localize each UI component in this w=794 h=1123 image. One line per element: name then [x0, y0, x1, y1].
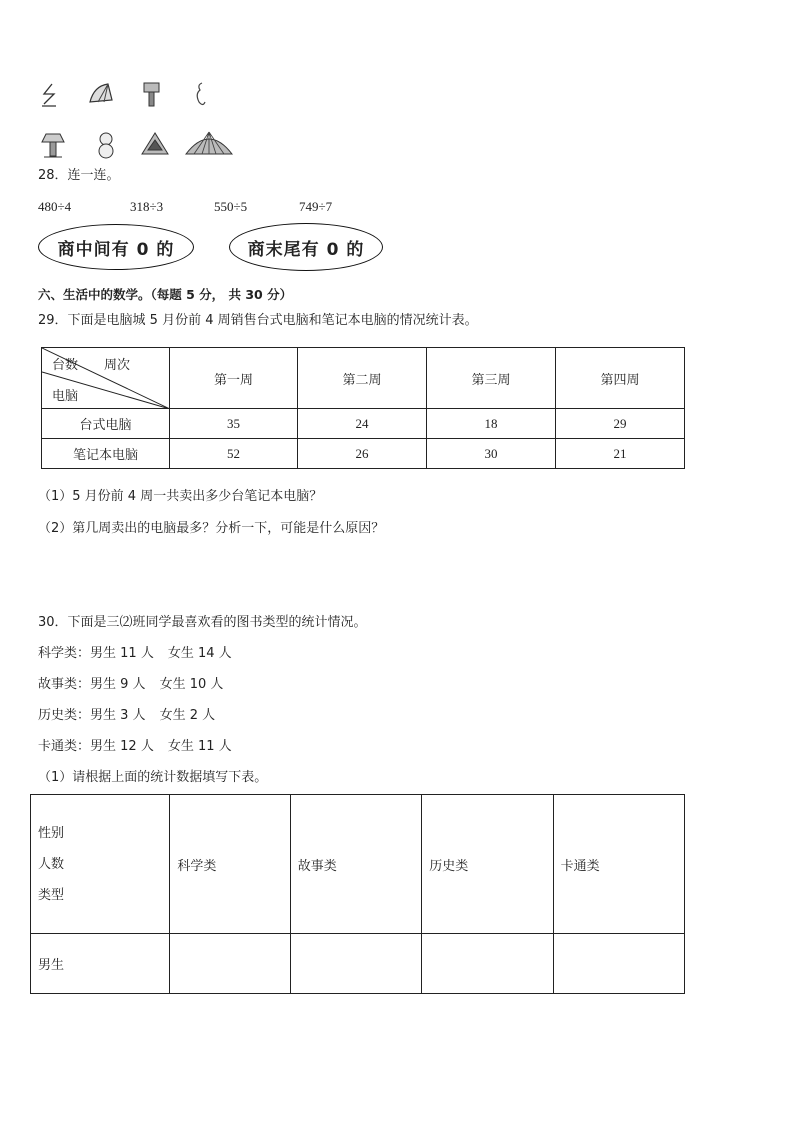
row-header: 笔记本电脑 [42, 439, 170, 469]
column-header: 科学类 [170, 795, 290, 934]
stat-line [38, 677, 223, 693]
q30-label: 30．下面是三⑵班同学最喜欢看的图书类型的统计情况。 [38, 615, 367, 630]
oval-label: 商中间有 0 的 [57, 239, 175, 260]
answer-cell[interactable] [170, 934, 290, 994]
umbrella-figure [184, 130, 234, 158]
stat-type: 故事类： [38, 677, 91, 692]
header-corner-label: 性别 [38, 825, 65, 841]
stat-boys: 男生 12 人 [90, 739, 154, 754]
stat-girls: 女生 14 人 [167, 646, 232, 661]
column-header: 故事类 [290, 795, 421, 934]
stat-girls: 女生 10 人 [159, 677, 224, 692]
umbrella-side-figure [86, 80, 116, 108]
snowman-side-figure [193, 80, 211, 110]
stat-boys: 男生 3 人 [90, 708, 146, 723]
answer-cell[interactable] [422, 934, 553, 994]
table-cell: 52 [170, 439, 298, 469]
table-row [42, 439, 685, 469]
table-cell: 30 [426, 439, 555, 469]
table-cell: 26 [298, 439, 427, 469]
q29-sub1: （1）5 月份前 4 周一共卖出多少台笔记本电脑？ [38, 489, 323, 504]
header-corner-label: 台数 [52, 358, 79, 373]
stat-girls: 女生 2 人 [159, 708, 216, 723]
table-cell: 24 [298, 409, 427, 439]
stat-line [38, 646, 232, 662]
pyramid-figure [139, 130, 171, 160]
column-header: 历史类 [422, 795, 553, 934]
stat-line [38, 739, 232, 755]
row-header: 台式电脑 [42, 409, 170, 439]
answer-cell[interactable] [290, 934, 421, 994]
book-type-table [30, 794, 685, 994]
folded-shape-figure [38, 80, 62, 110]
q29-sub2: （2）第几周卖出的电脑最多？分析一下，可能是什么原因？ [38, 521, 385, 536]
computer-sales-table [41, 347, 685, 469]
expression: 480÷4 [38, 199, 72, 214]
column-header: 第四周 [555, 348, 684, 409]
column-header: 卡通类 [553, 795, 684, 934]
q29-label: 29．下面是电脑城 5 月份前 4 周销售台式电脑和笔记本电脑的情况统计表。 [38, 313, 478, 328]
column-header: 第三周 [426, 348, 555, 409]
stat-line [38, 708, 215, 724]
table-cell: 18 [426, 409, 555, 439]
snowman-figure [94, 130, 118, 160]
table-cell: 35 [170, 409, 298, 439]
oval-end-zero[interactable] [229, 223, 383, 271]
lamp-side-figure [141, 80, 163, 110]
column-header: 第二周 [298, 348, 427, 409]
header-corner-label: 周次 [104, 358, 131, 373]
table-row [31, 934, 685, 994]
header-corner-label: 电脑 [52, 389, 79, 404]
row-header: 男生 [31, 934, 170, 994]
diagonal-header-cell [42, 348, 170, 409]
oval-middle-zero[interactable] [38, 224, 194, 270]
header-corner-cell [31, 795, 170, 934]
section-title: 六、生活中的数学。（每题 5 分， 共 30 分） [38, 287, 293, 302]
header-corner-label: 人数 [38, 856, 65, 872]
lamp-figure [38, 130, 68, 160]
expression: 749÷7 [299, 199, 333, 214]
expression: 550÷5 [214, 199, 248, 214]
column-header: 第一周 [170, 348, 298, 409]
q30-sub1: （1）请根据上面的统计数据填写下表。 [38, 770, 268, 785]
oval-label: 商末尾有 0 的 [247, 239, 365, 260]
table-cell: 21 [555, 439, 684, 469]
q28-label: 28．连一连。 [38, 168, 120, 183]
expression: 318÷3 [130, 199, 164, 214]
answer-cell[interactable] [553, 934, 684, 994]
table-row [42, 409, 685, 439]
stat-type: 科学类： [38, 646, 91, 661]
stat-type: 历史类： [38, 708, 91, 723]
header-corner-label: 类型 [38, 887, 65, 903]
stat-boys: 男生 11 人 [90, 646, 154, 661]
stat-type: 卡通类： [38, 739, 91, 754]
stat-girls: 女生 11 人 [167, 739, 232, 754]
stat-boys: 男生 9 人 [90, 677, 146, 692]
table-cell: 29 [555, 409, 684, 439]
